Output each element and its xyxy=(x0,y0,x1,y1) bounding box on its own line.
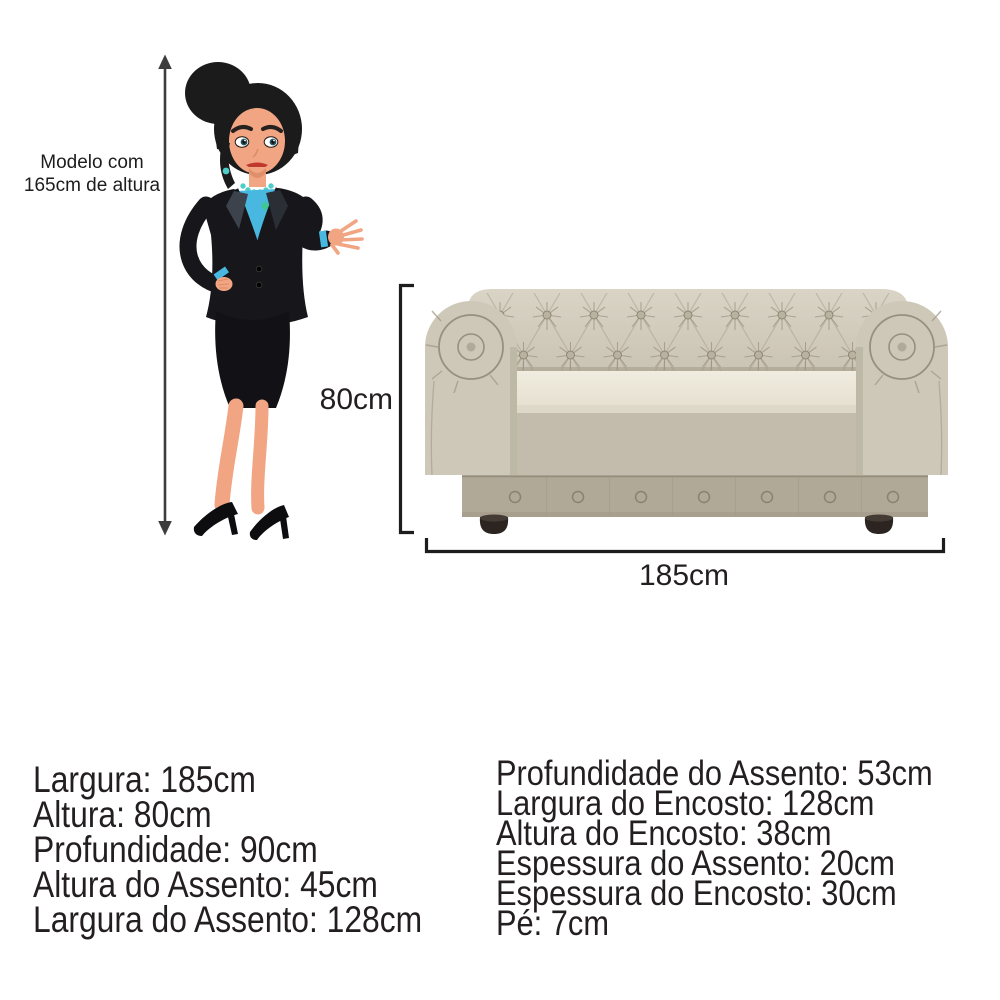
sofa-height-bracket-icon xyxy=(396,283,416,535)
specs-column-left xyxy=(33,759,423,940)
spec-largura: Largura: 185cm xyxy=(33,759,256,800)
sofa-arm-right xyxy=(856,301,948,475)
spec-espessura-encosto: Espessura do Encosto: 30cm xyxy=(496,874,897,913)
model-earring xyxy=(223,168,230,175)
spec-altura-assento: Altura do Assento: 45cm xyxy=(33,864,378,905)
spec-largura-encosto: Largura do Encosto: 128cm xyxy=(496,784,875,823)
model-jacket-button xyxy=(256,282,262,288)
sofa-foot-right xyxy=(865,515,893,535)
model-hand-extended xyxy=(328,221,362,253)
model-height-caption-line2: 165cm de altura xyxy=(23,175,161,196)
spec-largura-assento: Largura do Assento: 128cm xyxy=(33,899,423,940)
spec-altura: Altura: 80cm xyxy=(33,794,212,835)
spec-pe: Pé: 7cm xyxy=(496,904,609,943)
sofa-arm-left xyxy=(425,301,517,475)
sofa-width-label: 185cm xyxy=(638,559,730,592)
model-illustration xyxy=(170,55,375,547)
model-leg-back xyxy=(258,406,262,508)
sofa-height-label: 80cm xyxy=(319,383,393,416)
sofa-illustration xyxy=(418,281,955,539)
sofa-base-panel xyxy=(462,475,928,517)
spec-altura-encosto: Altura do Encosto: 38cm xyxy=(496,814,832,853)
sofa-width-bracket-icon xyxy=(424,535,946,555)
specs-column-right xyxy=(496,754,933,943)
model-shoes xyxy=(194,502,289,540)
sofa-seat-cushion xyxy=(498,367,880,416)
sofa-front-rail xyxy=(494,413,883,475)
model-height-caption-line1: Modelo com xyxy=(40,152,144,173)
model-skirt xyxy=(215,311,290,408)
spec-profundidade-assento: Profundidade do Assento: 53cm xyxy=(496,754,933,793)
sofa-foot-left xyxy=(480,515,508,535)
model-leg-front xyxy=(222,406,236,505)
spec-espessura-assento: Espessura do Assento: 20cm xyxy=(496,844,895,883)
spec-profundidade: Profundidade: 90cm xyxy=(33,829,318,870)
model-height-caption xyxy=(11,151,173,197)
model-jacket-button xyxy=(256,266,262,272)
